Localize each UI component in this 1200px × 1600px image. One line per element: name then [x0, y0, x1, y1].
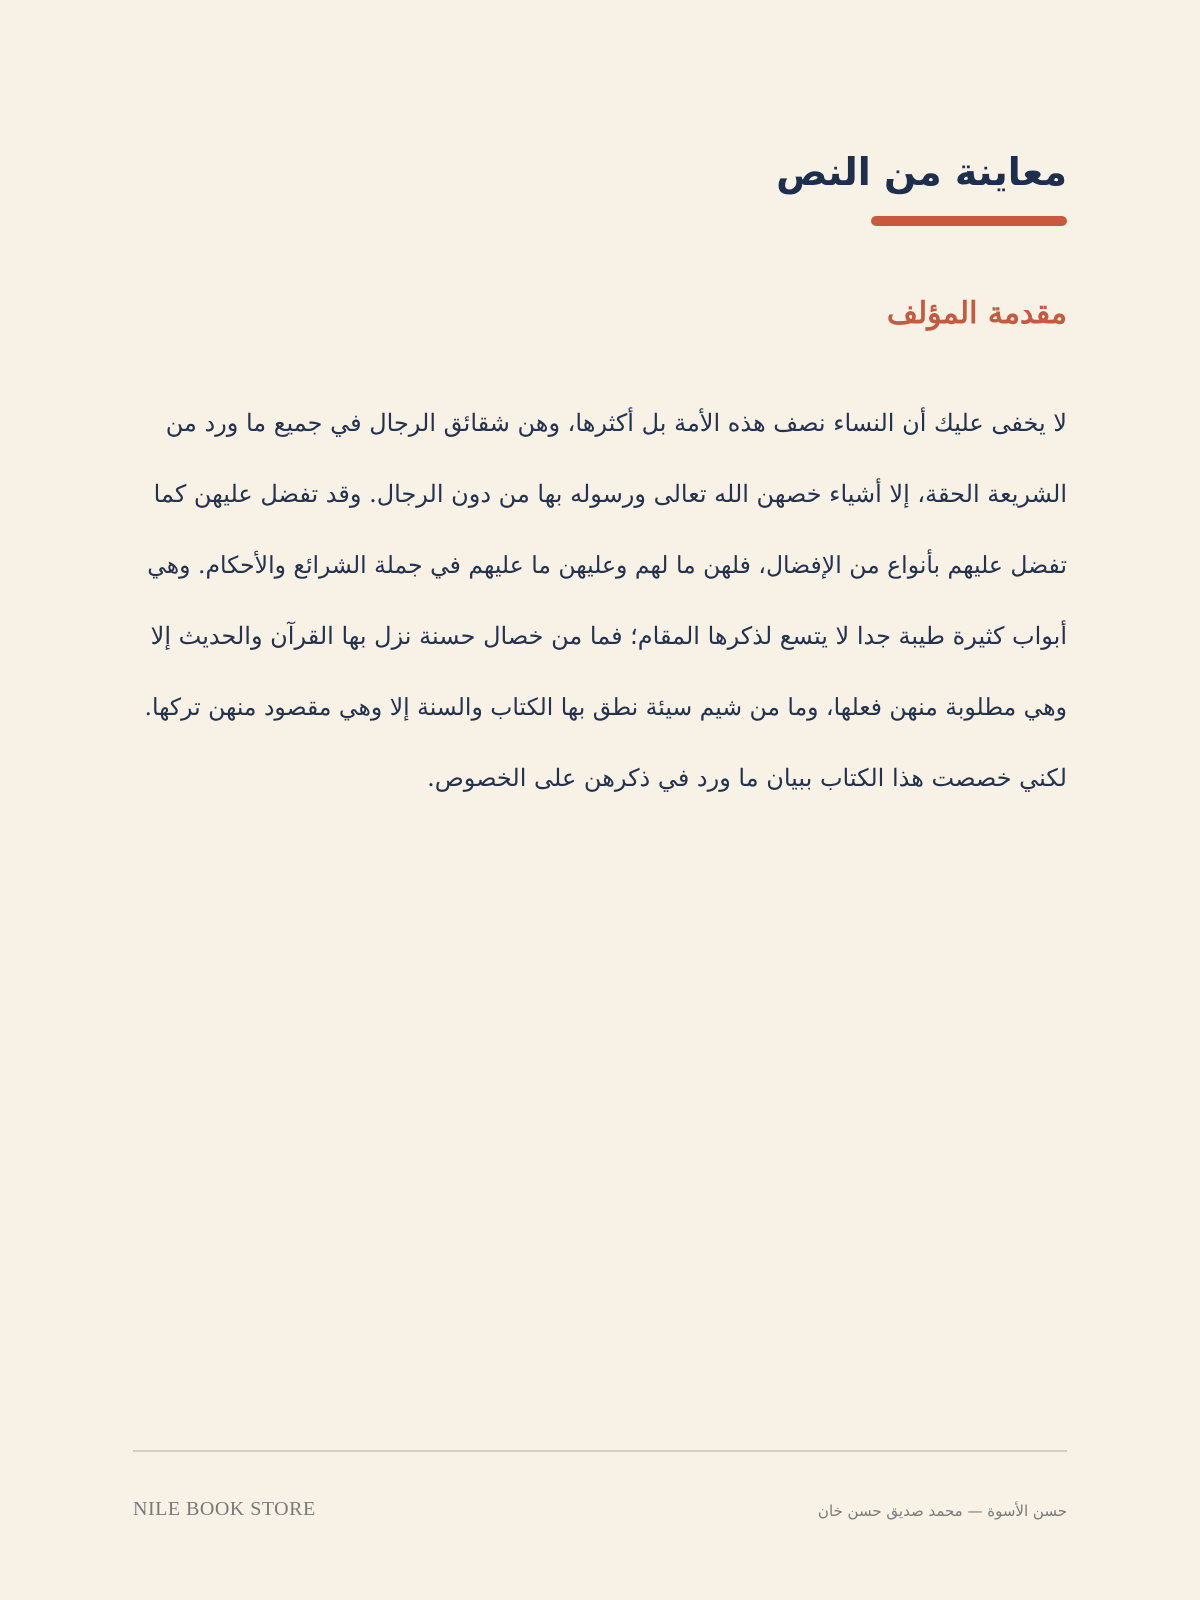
section-heading: مقدمة المؤلف	[886, 296, 1067, 331]
paragraph-line: لكني خصصت هذا الكتاب ببيان ما ورد في ذكرهن على الخصوص.	[427, 764, 1067, 792]
paragraph-line: أبواب كثيرة طيبة جدا لا يتسع لذكرها المقام؛ فما من خصال حسنة نزل بها القرآن والحديث إلا	[150, 622, 1067, 650]
footer-book-info: حسن الأسوة — محمد صديق حسن خان	[817, 1502, 1067, 1520]
footer-divider	[133, 1450, 1067, 1452]
footer-publisher: NILE BOOK STORE	[133, 1498, 316, 1520]
title-underline	[871, 216, 1067, 226]
paragraph-line: لا يخفى عليك أن النساء نصف هذه الأمة بل أكثرها، وهن شقائق الرجال في جميع ما ورد من	[165, 409, 1067, 437]
body-paragraph	[133, 388, 1067, 814]
paragraph-line: تفضل عليهم بأنواع من الإفضال، فلهن ما لهم وعليهن ما عليهم في جملة الشرائع والأحكام. وهي	[147, 551, 1067, 579]
page-title: معاينة من النص	[776, 150, 1067, 194]
title-block	[776, 150, 1067, 196]
paragraph-line: وهي مطلوبة منهن فعلها، وما من شيم سيئة نطق بها الكتاب والسنة إلا وهي مقصود منهن تركها.	[144, 693, 1067, 721]
paragraph-line: الشريعة الحقة، إلا أشياء خصهن الله تعالى ورسوله بها من دون الرجال. وقد تفضل عليهن كما	[153, 480, 1067, 508]
document-page	[133, 0, 1067, 1600]
